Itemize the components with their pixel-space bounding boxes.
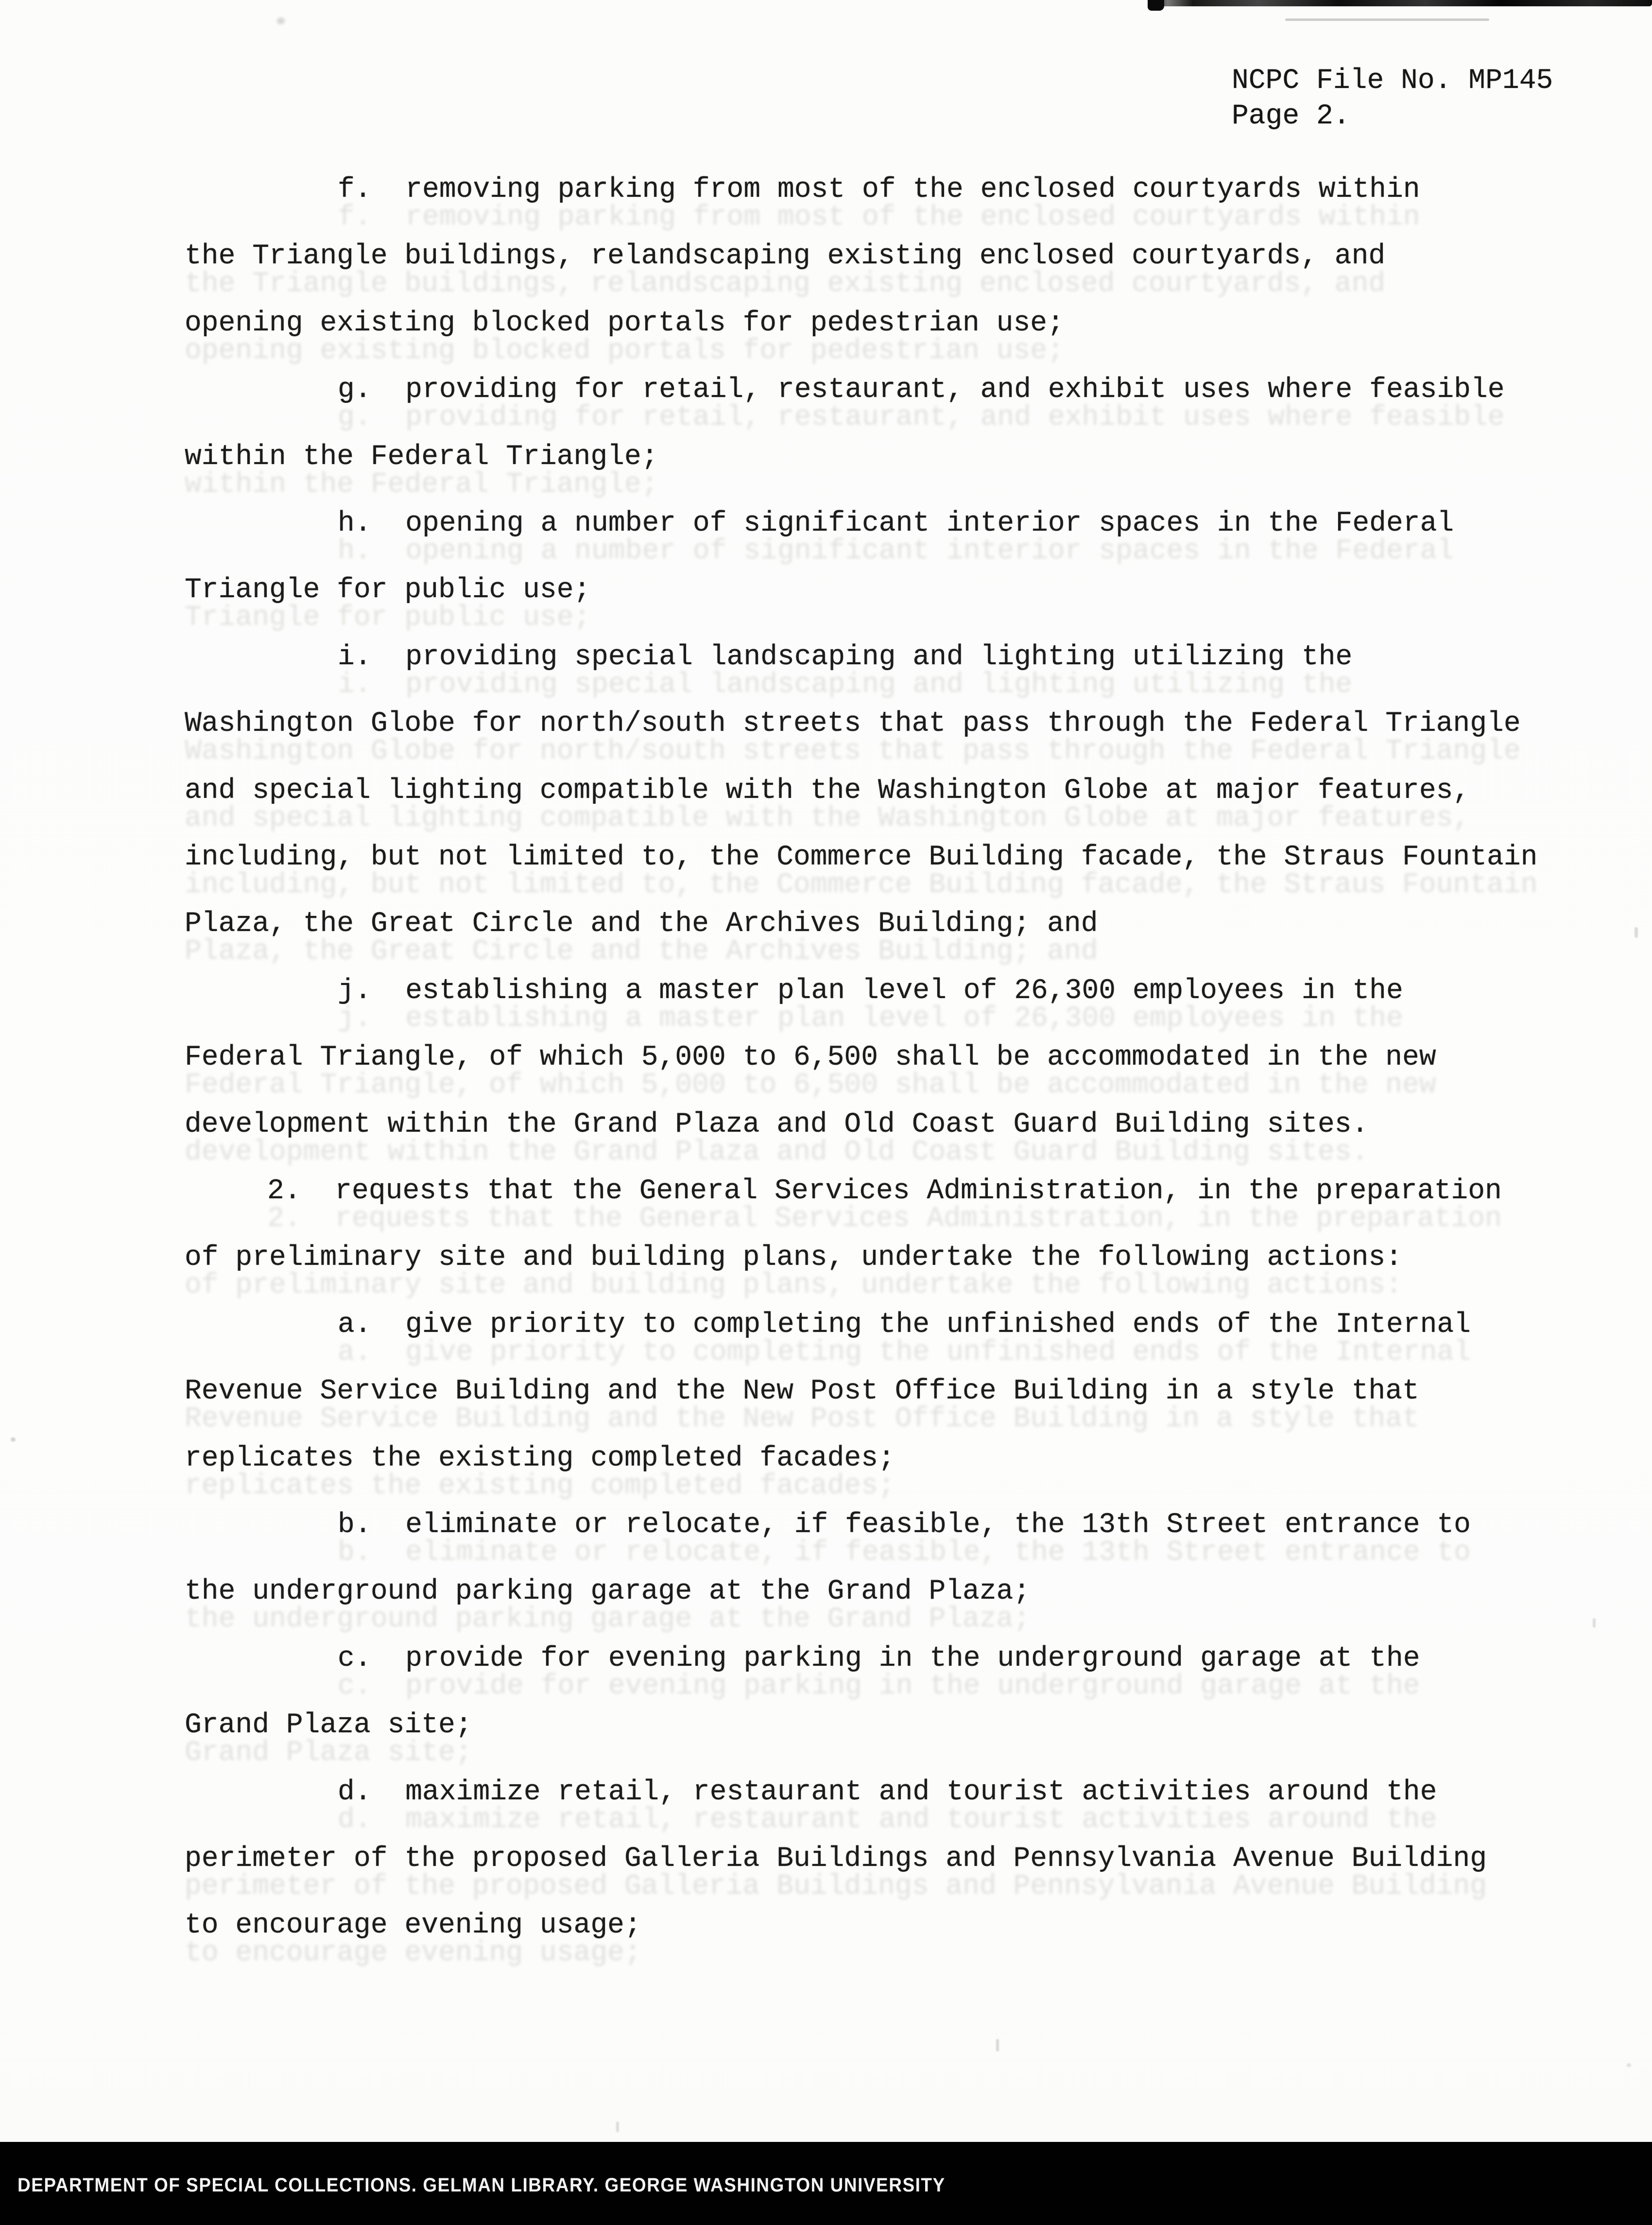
page-number: Page 2. — [1232, 101, 1350, 132]
file-number: NCPC File No. MP145 — [1232, 65, 1553, 97]
scan-speck — [1627, 2063, 1631, 2067]
scan-speck — [1593, 1618, 1596, 1628]
text-line: the underground parking garage at the Grand Plaza; — [185, 1576, 1031, 1607]
text-line: d. maximize retail, restaurant and tourist activities around the — [338, 1777, 1437, 1808]
text-line: Federal Triangle, of which 5,000 to 6,500 shall be accommodated in the new — [185, 1042, 1436, 1073]
text-line: including, but not limited to, the Commerce Building facade, the Straus Fountain — [185, 842, 1538, 873]
footer-label: DEPARTMENT OF SPECIAL COLLECTIONS. GELMAN LIBRARY. GEORGE WASHINGTON UNIVERSITY — [17, 2174, 946, 2196]
text-line: perimeter of the proposed Galleria Buildings and Pennsylvania Avenue Building — [185, 1843, 1487, 1875]
text-line: a. give priority to completing the unfinished ends of the Internal — [338, 1309, 1471, 1341]
text-line: development within the Grand Plaza and Old Coast Guard Building sites. — [185, 1109, 1369, 1140]
scan-speck — [1635, 927, 1638, 938]
text-line: within the Federal Triangle; — [185, 441, 658, 473]
text-line: g. providing for retail, restaurant, and exhibit uses where feasible — [338, 374, 1505, 406]
text-line: and special lighting compatible with the Washington Globe at major features, — [185, 775, 1470, 807]
text-line: Plaza, the Great Circle and the Archives Building; and — [185, 908, 1098, 940]
text-line: f. removing parking from most of the enclosed courtyards within — [338, 174, 1420, 206]
text-line: to encourage evening usage; — [185, 1910, 641, 1941]
text-line: Triangle for public use; — [185, 574, 591, 606]
text-line: b. eliminate or relocate, if feasible, the 13th Street entrance to — [338, 1509, 1471, 1541]
scan-artifact-faint-line — [1285, 18, 1489, 21]
text-line: 2. requests that the General Services Administration, in the preparation — [267, 1175, 1502, 1207]
text-line: i. providing special landscaping and lighting utilizing the — [338, 641, 1353, 673]
text-line: opening existing blocked portals for pedestrian use; — [185, 308, 1064, 339]
scan-artifact-top-edge — [1148, 0, 1652, 6]
text-line: Revenue Service Building and the New Post Office Building in a style that — [185, 1376, 1419, 1407]
scan-speck — [11, 1437, 16, 1442]
text-line: h. opening a number of significant interior spaces in the Federal — [338, 508, 1454, 539]
text-line: j. establishing a master plan level of 26,300 employees in the — [338, 975, 1403, 1007]
text-line: replicates the existing completed facades; — [185, 1443, 895, 1474]
text-line: c. provide for evening parking in the underground garage at the — [338, 1643, 1420, 1674]
text-line: of preliminary site and building plans, undertake the following actions: — [185, 1242, 1403, 1274]
text-line: Grand Plaza site; — [185, 1709, 472, 1741]
text-line: the Triangle buildings, relandscaping existing enclosed courtyards, and — [185, 241, 1386, 272]
scan-speck — [996, 2039, 999, 2052]
scan-speck — [277, 17, 285, 24]
text-line: Washington Globe for north/south streets that pass through the Federal Triangle — [185, 708, 1521, 740]
scan-artifact-top-edge-blob — [1148, 0, 1164, 11]
footer-bar — [0, 2142, 1652, 2225]
scan-speck — [616, 2122, 619, 2132]
